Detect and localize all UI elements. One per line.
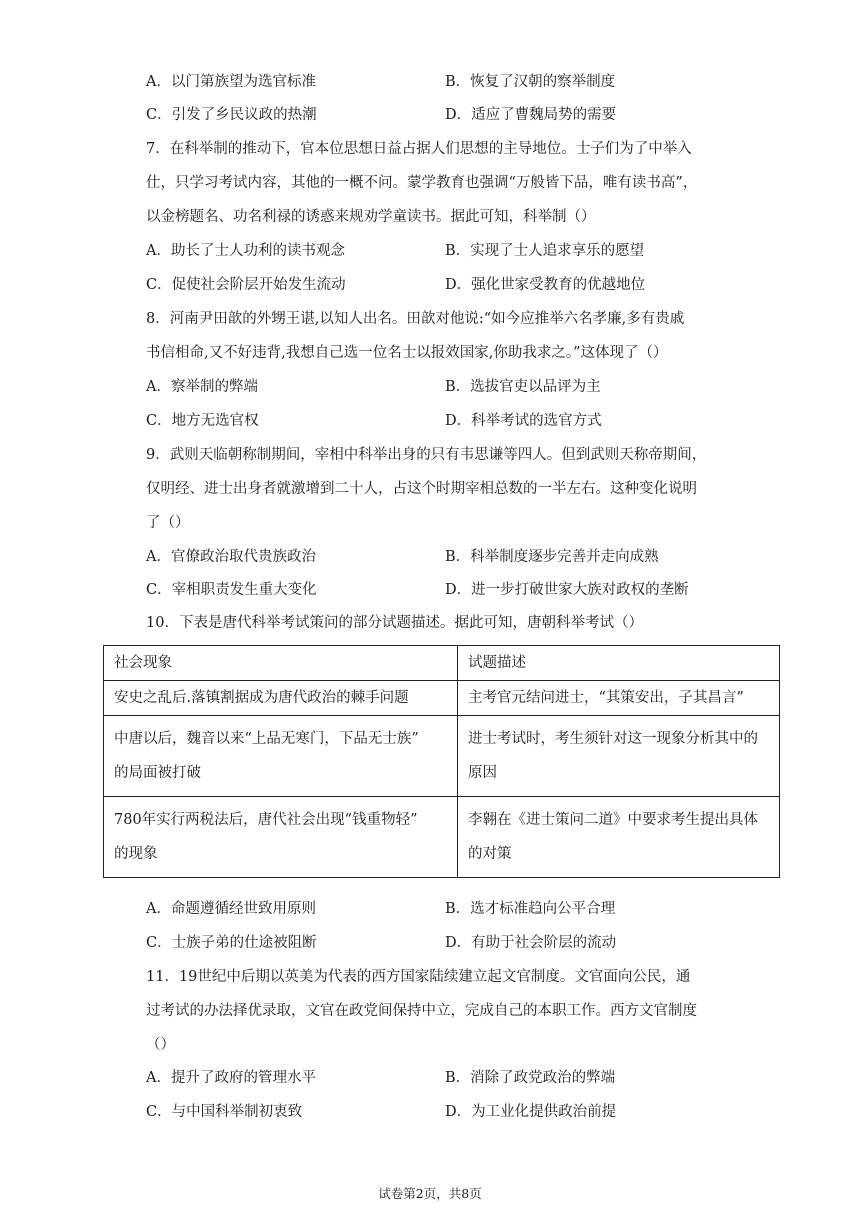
q8-option-a: A．察举制的弊端 — [146, 379, 258, 395]
q6-option-c: C．引发了乡民议政的热潮 — [146, 107, 317, 123]
q7-stem-line-1: 7．在科举制的推动下，官本位思想日益占据人们思想的主导地位。士子们为了中举入 — [146, 141, 692, 157]
table-header-cell: 试题描述 — [458, 646, 780, 681]
q9-option-c: C．宰相职责发生重大变化 — [146, 582, 317, 598]
q11-option-b: B．消除了政党政治的弊端 — [445, 1070, 616, 1086]
table-cell-line: 的对策 — [468, 846, 512, 862]
q7-stem-line-3: 以金榜题名、功名利禄的诱惑来规劝学童读书。据此可知，科举制（） — [146, 209, 596, 225]
table-row — [104, 716, 780, 797]
table-cell-line: 主考官元结问进士，“其策安出，子其昌言” — [468, 690, 744, 706]
q11-stem-line-1: 11．19世纪中后期以英美为代表的西方国家陆续建立起文官制度。文官面向公民，通 — [146, 969, 691, 985]
q11-stem-line-2: 过考试的办法择优录取，文官在政党间保持中立，完成自己的本职工作。西方文官制度 — [146, 1003, 697, 1019]
q8-option-d: D．科举考试的选官方式 — [445, 413, 602, 429]
table-header-row — [104, 646, 780, 681]
table-cell-line: 780年实行两税法后，唐代社会出现“钱重物轻” — [114, 812, 418, 828]
q8-option-c: C．地方无选官权 — [146, 413, 259, 429]
q7-option-c: C．促使社会阶层开始发生流动 — [146, 277, 346, 293]
page-footer: 试卷第2页，共8页 — [378, 1186, 482, 1201]
q10-table — [103, 645, 780, 878]
table-cell — [104, 681, 458, 716]
q6-option-d: D．适应了曹魏局势的需要 — [445, 107, 617, 123]
q6-option-b: B．恢复了汉朝的察举制度 — [445, 74, 616, 90]
q11-stem-line-3: （） — [146, 1037, 175, 1053]
table-cell-line: 安史之乱后.落镇割据成为唐代政治的棘手问题 — [114, 690, 409, 706]
q9-stem-line-1: 9．武则天临朝称制期间，宰相中科举出身的只有韦思谦等四人。但到武则天称帝期间， — [146, 447, 707, 463]
q11-option-a: A．提升了政府的管理水平 — [146, 1070, 316, 1086]
table-cell-line: 李翱在《进士策问二道》中要求考生提出具体 — [468, 812, 758, 828]
q11-option-c: C．与中国科举制初衷致 — [146, 1104, 303, 1120]
table-cell — [458, 716, 780, 797]
q9-option-b: B．科举制度逐步完善并走向成熟 — [445, 549, 659, 565]
q9-option-a: A．官僚政治取代贵族政治 — [146, 549, 316, 565]
table-cell-line: 的现象 — [114, 846, 158, 862]
table-row — [104, 797, 780, 878]
table-cell-line: 的局面被打破 — [114, 765, 201, 781]
q7-option-a: A．助长了士人功利的读书观念 — [146, 243, 345, 259]
q10-option-a: A．命题遵循经世致用原则 — [146, 901, 316, 917]
table-cell-line: 进士考试时，考生须针对这一现象分析其中的 — [468, 731, 758, 747]
q9-stem-line-2: 仅明经、进士出身者就激增到二十人，占这个时期宰相总数的一半左右。这种变化说明 — [146, 481, 697, 497]
q10-option-c: C．士族子弟的仕途被阻断 — [146, 935, 317, 951]
table-cell-line: 中唐以后，魏音以来“上品无寒门，下品无士族” — [114, 731, 419, 747]
q7-stem-line-2: 仕，只学习考试内容，其他的一概不问。蒙学教育也强调“万般皆下品，唯有读书高”， — [146, 175, 698, 191]
table-cell — [458, 681, 780, 716]
table-cell-line: 原因 — [468, 765, 497, 781]
table-cell — [104, 716, 458, 797]
table-cell — [458, 797, 780, 878]
q8-option-b: B．选拔官吏以品评为主 — [445, 379, 601, 395]
q9-stem-line-3: 了（） — [146, 515, 190, 531]
q10-option-b: B．选才标准趋向公平合理 — [445, 901, 616, 917]
q10-stem: 10．下表是唐代科举考试策问的部分试题描述。据此可知，唐朝科举考试（） — [146, 615, 643, 631]
table-row — [104, 681, 780, 716]
q8-stem-line-2: 书信相命,又不好违背,我想自己选一位名士以报效国家,你助我求之。”这体现了（） — [146, 345, 668, 361]
q8-stem-line-1: 8．河南尹田歆的外甥王谌,以知人出名。田歆对他说:“如今应推举六名孝廉,多有贵戚 — [146, 311, 685, 327]
q7-option-b: B．实现了士人追求享乐的愿望 — [445, 243, 645, 259]
q11-option-d: D．为工业化提供政治前提 — [445, 1104, 617, 1120]
table-cell — [104, 797, 458, 878]
q10-option-d: D．有助于社会阶层的流动 — [445, 935, 617, 951]
q6-option-a: A．以门第族望为选官标准 — [146, 74, 316, 90]
table-header-cell: 社会现象 — [104, 646, 458, 681]
q9-option-d: D．进一步打破世家大族对政权的垄断 — [445, 582, 689, 598]
q7-option-d: D．强化世家受教育的优越地位 — [445, 277, 646, 293]
